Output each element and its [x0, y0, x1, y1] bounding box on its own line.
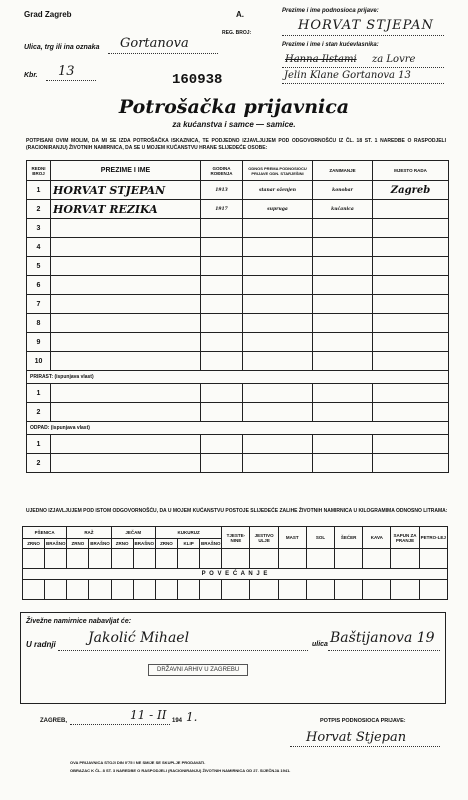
- col-header-name: PREZIME I IME: [51, 161, 201, 181]
- reg-number-label: REG. BROJ:: [222, 30, 252, 36]
- supply-street-label: ulica: [312, 641, 328, 648]
- archive-stamp: DRŽAVNI ARHIV U ZAGREBU: [148, 664, 248, 676]
- col-header-relation: ODNOS PREMA PODNOSIOCU PRIJAVE ODN. STARJEŠINI: [243, 161, 313, 181]
- place-label: ZAGREB,: [40, 718, 67, 724]
- signature-label: POTPIS PODNOSIOCA PRIJAVE:: [320, 718, 406, 724]
- shop-value: Jakolić Mihael: [88, 630, 190, 646]
- kbr-value: 13: [58, 64, 75, 79]
- povecanje-row: [23, 569, 448, 580]
- persons-table: [26, 160, 449, 473]
- table-row: 6: [27, 276, 449, 295]
- supply-label: Živežne namirnice nabavljat će:: [26, 618, 132, 625]
- year-suffix: 1.: [186, 710, 198, 724]
- persons-table-header: [27, 161, 449, 181]
- price-note: OVA PRIJAVNICA STOJI DIN 0'75 I NE SMIJE SE SKUPLJE PRODAVATI.: [70, 760, 206, 765]
- year-prefix: 194: [172, 718, 183, 724]
- kbr-label: Kbr.: [24, 72, 38, 79]
- landlord-value-2: Jelin Klane Gortanova 13: [284, 70, 411, 81]
- table-row: 3: [27, 219, 449, 238]
- col-header-workplace: MJESTO RADA: [373, 161, 449, 181]
- form-letter: A.: [236, 10, 244, 19]
- table-row: 5: [27, 257, 449, 276]
- supply-box: [20, 612, 446, 704]
- table-row: [23, 549, 448, 569]
- form-subtitle: za kućanstva i samce — samice.: [172, 120, 296, 129]
- col-header-number: REDNI BROJ: [27, 161, 51, 181]
- prirast-label: PRIRAST: (ispunjava vlast): [27, 371, 449, 384]
- col-header-birth-year: GODINA ROĐENJA: [201, 161, 243, 181]
- city-label: Grad Zagreb: [24, 10, 72, 19]
- intro-text: POTPISANI OVIM MOLIM, DA MI SE IZDA POTROŠAČKA ISKAZNICA, TE PODJEDNO IZJAVLJUJEM POD ODGOVORNOŠĆU IZ ČL. 18 ST. 1 NAREDBE O RASPODJELI (RACIONIRANJU) ŽIVOTNIH NAMIRNICA, DA SE U MOJEM KUĆANSTVU HRANE SLIJEDEĆE OSOBE:: [26, 138, 446, 151]
- form-title: Potrošačka prijavnica: [118, 96, 350, 118]
- street-value: Gortanova: [120, 36, 189, 51]
- signature-value: Horvat Stjepan: [306, 730, 407, 745]
- prirast-header-row: [27, 371, 449, 384]
- supplies-sub-row: ZRNO BRAŠNO ZRNO BRAŠNO ZRNO BRAŠNO ZRNO KLIP BRAŠNO: [23, 539, 448, 549]
- landlord-value-struck: Hanna Ilstami: [285, 54, 357, 65]
- table-row: 4: [27, 238, 449, 257]
- table-row: [23, 580, 448, 600]
- applicant-value: HORVAT STJEPAN: [298, 18, 434, 33]
- table-row: 1 HORVAT STJEPAN 1913 stanar oženjen konobar Zagreb: [27, 181, 449, 200]
- supply-street-value: Baštijanova 19: [330, 630, 435, 646]
- decree-note: OBRAZAC K ČL. 8 ST. 3 NAREDBE O RASPODJELI (RACIONIRANJU) ŽIVOTNIH NAMIRNICA OD 27. SIJEČNJA 1941.: [70, 768, 291, 773]
- landlord-value: za Lovre: [372, 54, 416, 65]
- shop-label: U radnji: [26, 640, 56, 649]
- table-row: 2: [27, 454, 449, 473]
- street-label: Ulica, trg ili ina oznaka: [24, 44, 100, 51]
- odpad-header-row: [27, 422, 449, 435]
- applicant-label: Prezime i ime podnosioca prijave:: [282, 8, 379, 14]
- date-value: 11 - II: [130, 708, 167, 722]
- supplies-statement: UJEDNO IZJAVLJUJEM POD ISTOM ODGOVORNOŠĆU, DA U MOJEM KUĆANSTVU POSTOJE SLIJEDEĆE ZALIHE ŽIVOTNIH NAMIRNICA U KILOGRAMIMA ODNOSNO LITRAMA:: [26, 508, 448, 514]
- supplies-group-row: PŠENICA RAŽ JEČAM KUKURUZ TJESTE-NINE JESTIVO ULJE MAST SOL ŠEĆER KAVA SAPUN ZA PRANJE PETRO-LEJ: [23, 527, 448, 539]
- table-row: 2 HORVAT REZIKA 1917 supruga kućanica: [27, 200, 449, 219]
- landlord-label: Prezime i ime i stan kućevlasnika:: [282, 42, 379, 48]
- povecanje-label: P O V E Ć A N J E: [23, 569, 448, 580]
- col-header-occupation: ZANIMANJE: [313, 161, 373, 181]
- serial-number: 160938: [172, 72, 223, 88]
- table-row: 1: [27, 435, 449, 454]
- table-row: 2: [27, 403, 449, 422]
- supplies-table: [22, 526, 448, 600]
- table-row: 10: [27, 352, 449, 371]
- table-row: 7: [27, 295, 449, 314]
- table-row: 8: [27, 314, 449, 333]
- table-row: 9: [27, 333, 449, 352]
- odpad-label: ODPAD: (ispunjava vlast): [27, 422, 449, 435]
- table-row: 1: [27, 384, 449, 403]
